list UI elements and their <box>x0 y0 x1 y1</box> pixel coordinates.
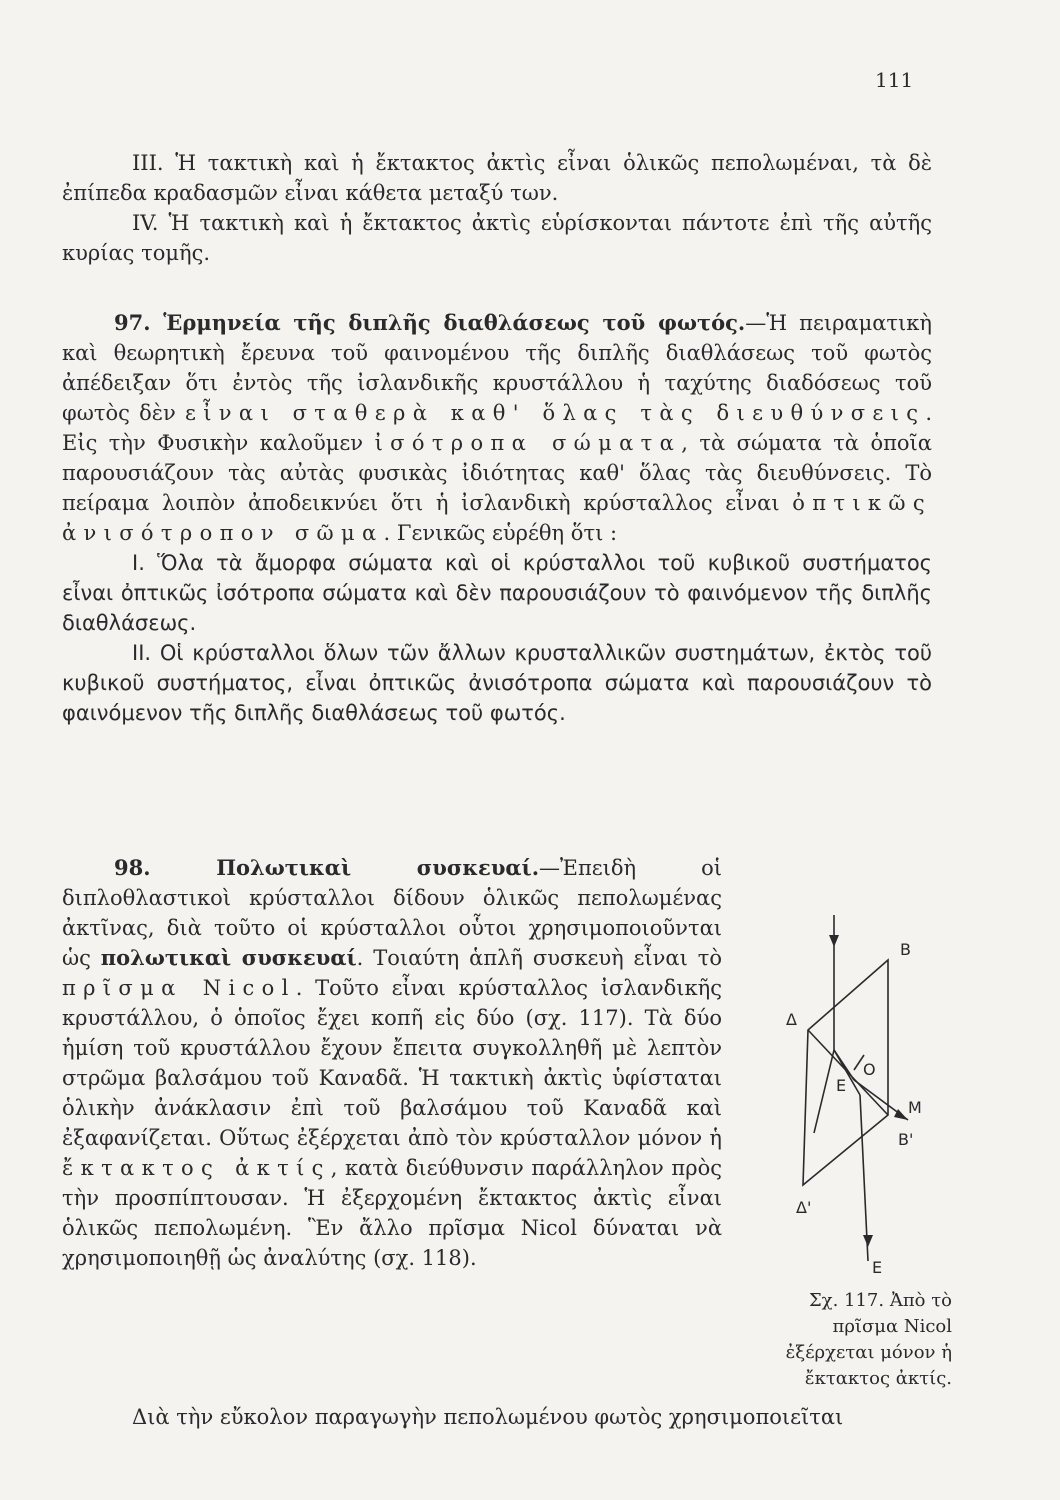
sec97-item-1: I. Ὅλα τὰ ἄμορφα σώματα καὶ οἱ κρύσταλλοι τοῦ κυβικοῦ συστήματος εἶναι ὀπτικῶς ἰσότροπα σώματα καὶ δὲν παρουσιάζουν τὸ φαινόμενον τῆς διπλῆς διαθλάσεως. <box>62 551 932 635</box>
sec97-text-4: . Γενικῶς εὑρέθη ὅτι : <box>383 521 618 545</box>
figure-117 <box>748 895 948 1275</box>
property-iv: IV. Ἡ τακτικὴ καὶ ἡ ἔκτακτος ἀκτὶς εὑρίσκονται πάντοτε ἐπὶ τῆς αὐτῆς κυρίας τομῆς. <box>62 211 932 265</box>
sec98-text-2: . Τοιαύτη ἁπλῆ συσκευὴ εἶναι τὸ <box>356 946 722 970</box>
section-97 <box>62 308 932 728</box>
sec98-text-4: , κατὰ διεύθυνσιν παράλληλον πρὸς τὴν προσπίπτουσαν. Ἡ ἐξερχομένη ἔκτακτος ἀκτὶς εἶναι ὁλικῶς πεπολωμένη. Ἓν ἄλλο πρῖσμα Nicol δύναται νὰ χρησιμοποιηθῇ ὡς ἀναλύτης (σχ. 118). <box>62 1156 722 1270</box>
section-97-paragraph <box>62 308 932 548</box>
last-line: Διὰ τὴν εὔκολον παραγωγὴν πεπολωμένου φωτὸς χρησιμοποιεῖται <box>132 1405 844 1429</box>
nicol-prism-diagram <box>748 895 948 1275</box>
sec98-emphasis-1: πρῖσμα Nicol <box>62 976 296 1000</box>
sec97-emphasis-2: ἰσότροπα σώματα <box>374 431 682 455</box>
balsam-layer <box>808 1030 888 1115</box>
section-97-heading: 97. Ἑρμηνεία τῆς διπλῆς διαθλάσεως τοῦ φωτός. <box>114 310 746 335</box>
properties-list <box>62 148 932 268</box>
arrow-down-icon <box>829 935 839 947</box>
section-98-paragraph <box>62 853 722 1273</box>
label-delta-prime: Δ' <box>796 1198 812 1217</box>
sec98-bold-term: πολωτικαὶ συσκευαί <box>100 945 357 970</box>
sec97-item-2: II. Οἱ κρύσταλλοι ὅλων τῶν ἄλλων κρυσταλλικῶν συστημάτων, ἐκτὸς τοῦ κυβικοῦ συστήματος, εἶναι ὀπτικῶς ἀνισότροπα σώματα καὶ παρουσιάζουν τὸ φαινόμενον τῆς διπλῆς διαθλάσεως τοῦ φωτός. <box>62 641 932 725</box>
label-m: M <box>908 1098 922 1117</box>
sec97-text-1: —Ἡ πειραματικὴ καὶ θεωρητικὴ ἔρευνα τοῦ φαινομένου τῆς διπλῆς διαθλάσεως τοῦ φωτὸς ἀπέδειξαν ὅτι ἐντὸς τῆς ἰσλανδικῆς κρυστάλλου ἡ ταχύτης διαδόσεως τοῦ φωτὸς δὲν <box>62 311 932 425</box>
sec97-emphasis-3: ὀπτικῶς ἀνισότροπον σῶμα <box>62 491 932 545</box>
sec98-text-1: —Ἐπειδὴ οἱ διπλοθλαστικοὶ κρύσταλλοι δίδουν ὁλικῶς πεπολωμένας ἀκτῖνας, διὰ τοῦτο οἱ κρύσταλλοι οὗτοι χρησιμοποιοῦνται ὡς <box>62 856 722 970</box>
side-ray <box>814 1050 834 1133</box>
label-b: B <box>900 940 911 959</box>
sec97-text-3: , τὰ σώματα τὰ ὁποῖα παρουσιάζουν τὰς αὐτὰς φυσικὰς ἰδιότητας καθ' ὅλας τὰς διευθύνσεις. Τὸ πείραμα λοιπὸν ἀποδεικνύει ὅτι ἡ ἰσλανδικὴ κρύσταλλος εἶναι <box>62 431 932 515</box>
arrow-down-icon <box>863 1235 873 1247</box>
sec98-emphasis-2: ἔκτακτος ἀκτίς <box>62 1156 331 1180</box>
sec97-emphasis-1: εἶναι σταθερὰ καθ' ὅλας τὰς διευθύνσεις <box>184 401 926 425</box>
section-98-heading: 98. Πολωτικαὶ συσκευαί. <box>114 855 540 880</box>
label-e-out: E <box>872 1258 883 1275</box>
section-98 <box>62 853 722 1273</box>
sec97-text-2: . Εἰς τὴν Φυσικὴν καλοῦμεν <box>62 401 932 455</box>
label-delta: Δ <box>786 1010 797 1029</box>
label-b-prime: B' <box>898 1130 914 1149</box>
label-o: O <box>863 1060 876 1079</box>
sec98-text-3: . Τοῦτο εἶναι κρύσταλλος ἰσλανδικῆς κρυστάλλου, ὁ ὁποῖος ἔχει κοπῆ εἰς δύο (σχ. 117). Τὰ δύο ἡμίση τοῦ κρυστάλλου ἔχουν ἔπειτα συγκολληθῆ μὲ λεπτὸν στρῶμα βαλσάμου τοῦ Καναδᾶ. Ἡ τακτικὴ ἀκτὶς ὑφίσταται ὁλικὴν ἀνάκλασιν ἐπὶ τοῦ βαλσάμου τοῦ Καναδᾶ καὶ ἐξαφανίζεται. Οὕτως ἐξέρχεται ἀπὸ τὸν κρύσταλλον μόνον ἡ <box>62 976 722 1150</box>
label-e: E <box>836 1076 847 1095</box>
property-iii: III. Ἡ τακτικὴ καὶ ἡ ἔκτακτος ἀκτὶς εἶναι ὁλικῶς πεπολωμέναι, τὰ δὲ ἐπίπεδα κραδασμῶν εἶναι κάθετα μεταξύ των. <box>62 151 932 205</box>
page-number: 111 <box>875 68 914 92</box>
figure-caption: Σχ. 117. Ἀπὸ τὸ πρῖσμα Nicol ἐξέρχεται μόνον ἡ ἔκτακτος ἀκτίς. <box>785 1290 952 1389</box>
